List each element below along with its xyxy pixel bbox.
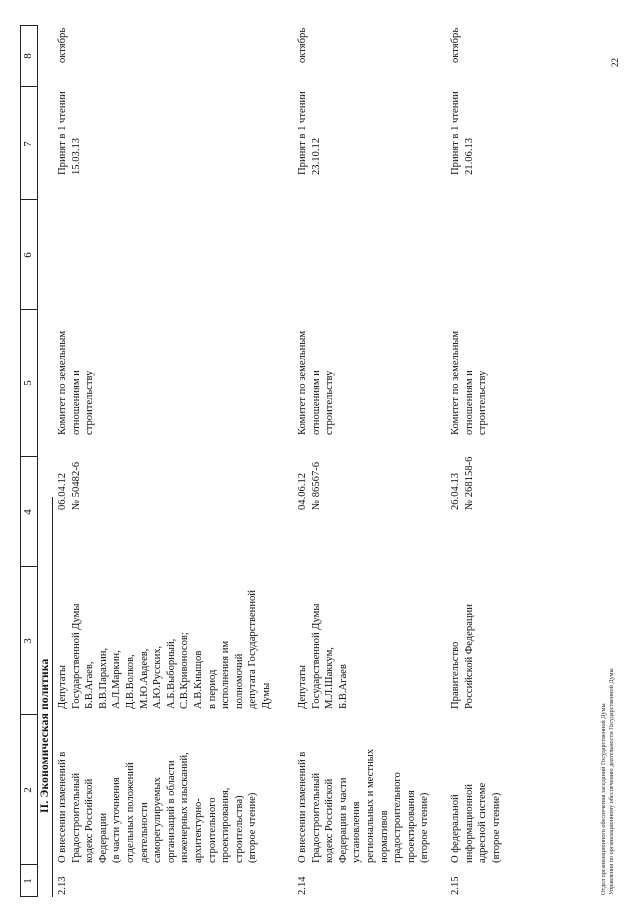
page-number: 22 — [610, 58, 620, 67]
column-divider — [20, 714, 38, 715]
column-divider — [20, 86, 38, 87]
column-number: 3 — [22, 638, 34, 644]
registration-date-number: 26.04.13 № 268158-6 — [450, 456, 475, 510]
row-number: 2.14 — [297, 876, 308, 895]
responsible-committee: Комитет по земельным отношениям и строительству — [297, 330, 336, 435]
column-number: 2 — [22, 787, 34, 793]
page-footer: Отдел организационного обеспечения заседаний Государственной Думы Управления по организационному обеспечению деятельности Государственной Думы — [600, 668, 615, 895]
bill-status: Принят в 1 чтении 21.06.13 — [450, 91, 475, 175]
planned-month: октябрь — [297, 27, 308, 63]
section-title: II. Экономическая политика — [39, 658, 51, 813]
bill-author: Депутаты Государственной Думы Б.В.Агаев, В.В.Парахин, А.Л.Маркин, Д.В.Волков, М.Ю.Авдеев, А.Ю.Русских, А.Б.Выборный, С.В.Кривоносов; А.В.Кныщов в период исполнения им полномочий депутата Государственной Думы — [57, 590, 272, 709]
column-divider — [20, 566, 38, 567]
column-number: 1 — [22, 878, 34, 884]
bill-title: О внесении изменений в Градостроительный кодекс Российской Федерации в части установления региональных и местных нормативов градостроительного проектирования (второе чтение) — [297, 748, 431, 863]
responsible-committee: Комитет по земельным отношениям и строительству — [450, 330, 489, 435]
bill-author: Депутаты Государственной Думы М.Л.Шаккум, Б.В.Агаев — [297, 603, 349, 709]
column-divider — [20, 199, 38, 200]
registration-date-number: 06.04.12 № 50482-6 — [57, 461, 82, 510]
row-number: 2.13 — [57, 876, 68, 895]
column-number: 8 — [22, 53, 34, 59]
column-divider — [20, 456, 38, 457]
column-number: 5 — [22, 380, 34, 386]
column-number: 7 — [22, 141, 34, 147]
column-number: 4 — [22, 509, 34, 515]
column-divider — [20, 309, 38, 310]
responsible-committee: Комитет по земельным отношениям и строительству — [57, 330, 96, 435]
planned-month: октябрь — [57, 27, 68, 63]
bill-title: О внесении изменений в Градостроительный кодекс Российской Федерации (в части уточнения отдельных положений деятельности саморегулируемых организаций в области инженерных изысканий, архитектурно- строительного проектирования, строительства) (второе чтение) — [57, 751, 259, 863]
bill-status: Принят в 1 чтении 15.03.13 — [57, 91, 82, 175]
column-number: 6 — [22, 252, 34, 258]
row-number: 2.15 — [450, 876, 461, 895]
section-underline — [52, 497, 53, 897]
bill-status: Принят в 1 чтении 23.10.12 — [297, 91, 322, 175]
registration-date-number: 04.06.12 № 86567-6 — [297, 461, 322, 510]
planned-month: октябрь — [450, 27, 461, 63]
bill-author: Правительство Российской Федерации — [450, 604, 475, 709]
bill-title: О федеральной информационной адресной системе (второе чтение) — [450, 782, 502, 863]
